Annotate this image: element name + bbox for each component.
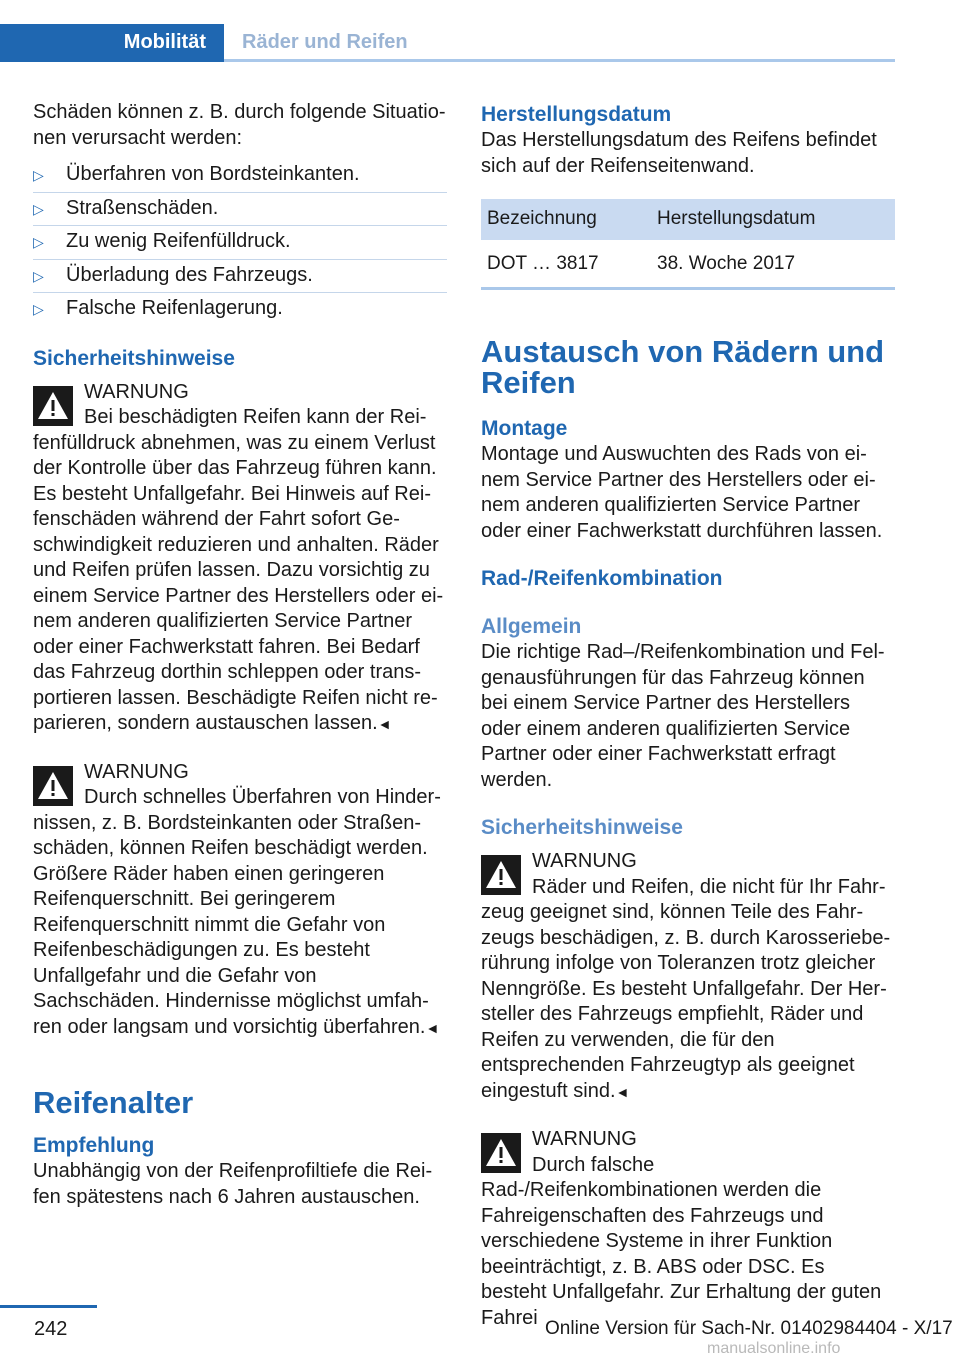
list-item: ▷ Falsche Reifenlagerung.	[33, 293, 447, 326]
list-item: ▷ Zu wenig Reifenfülldruck.	[33, 226, 447, 260]
tab-underline	[224, 59, 895, 62]
safety-heading-right: Sicherheitshinweise	[481, 816, 683, 839]
warning-block-2	[33, 760, 447, 1042]
left-column	[33, 100, 447, 1210]
manufacture-date-table	[481, 199, 895, 290]
mounting-text: Montage und Auswuchten des Rads von einem Service Partner des Herstellers oder einem anderen qualifizierten Service Partner oder einer Fachwerkstatt durchführen lassen.	[481, 443, 883, 542]
table-row	[481, 241, 895, 289]
right-column	[481, 100, 895, 1331]
safety-heading-left: Sicherheitshinweise	[33, 346, 235, 370]
general-text: Die richtige Rad–/Reifenkombination und Felgenausführungen für das Fahrzeug können bei einem Service Partner des Herstellers oder einem anderen qualifizierten Service Partner oder einer Fachwerkstatt erfragt werden.	[481, 641, 885, 791]
recommendation-text: Unabhängig von der Reifenprofiltiefe die Reifen spätestens nach 6 Jahren austauschen.	[33, 1160, 433, 1208]
warning-text: Bei beschädigten Reifen kann der Reifenfülldruck abnehmen, was zu einem Verlust der Kontrolle über das Fahrzeug führen kann. Es besteht Unfallgefahr. Bei Hinweis auf Reifenschäden während der Fahrt sofort Geschwindigkeit reduzieren und anhalten. Räder und Reifen prüfen lassen. Dazu vorsichtig zu einem Service Partner des Herstellers oder einem anderen qualifizierten Service Partner oder einer Fachwerkstatt fahren. Bei Bedarf das Fahrzeug dorthin schleppen oder transportieren lassen. Beschädigte Reifen nicht reparieren, sondern austauschen lassen.	[33, 406, 444, 734]
triangle-bullet-icon: ▷	[33, 267, 44, 284]
table-cell-date: 38. Woche 2017	[651, 241, 895, 289]
table-header-row	[481, 199, 895, 241]
warning-text: Räder und Reifen, die nicht für Ihr Fahrzeug geeignet sind, können Teile des Fahrzeugs beschädigen, z. B. durch Karosserieberührung infolge von Toleranzen trotz gleicher Nenngröße. Es besteht Unfallgefahr. Der Hersteller des Fahrzeugs empfiehlt, Räder und Reifen zu verwenden, die für den entsprechenden Fahrzeugtyp als geeignet eingestuft sind.	[481, 875, 891, 1102]
general-heading: Allgemein	[481, 615, 582, 638]
warning-triangle-icon	[33, 766, 73, 806]
warning-triangle-icon	[33, 386, 73, 426]
table-cell-designation: DOT … 3817	[481, 241, 651, 289]
exchange-heading: Austausch von Rädern und Reifen	[481, 334, 885, 400]
triangle-bullet-icon: ▷	[33, 301, 44, 317]
combination-heading: Rad-/Reifenkombination	[481, 567, 723, 590]
page-number: 242	[34, 1318, 68, 1340]
warning-text: Durch falsche Rad-/Reifenkombinationen werden die Fahreigenschaften des Fahrzeugs und verschiedene Systeme in ihrer Funktion beeinträchtigt, z. B. ABS oder DSC. Es besteht Unfallgefahr. Zur Erhaltung der guten Fahrei	[481, 1153, 882, 1329]
header-tabbar	[0, 24, 895, 62]
recommendation-heading: Empfehlung	[33, 1134, 155, 1157]
manufacture-date-heading: Herstellungsdatum	[481, 103, 672, 126]
list-item: ▷ Straßenschäden.	[33, 193, 447, 227]
watermark: manualsonline.info	[707, 1340, 841, 1357]
end-mark-icon: ◄	[425, 1019, 440, 1036]
warning-block-3	[481, 849, 895, 1105]
table-header-date: Herstellungsdatum	[651, 199, 895, 241]
tab-mobilitaet[interactable]: Mobilität	[0, 24, 224, 62]
end-mark-icon: ◄	[615, 1083, 630, 1100]
end-mark-icon: ◄	[377, 716, 392, 732]
manufacture-date-text: Das Herstellungsdatum des Reifens befindet sich auf der Reifenseitenwand.	[481, 129, 877, 177]
warning-triangle-icon	[481, 855, 521, 895]
tab-raeder-und-reifen[interactable]: Räder und Reifen	[242, 31, 408, 53]
damage-causes-list	[33, 159, 447, 326]
triangle-bullet-icon: ▷	[33, 234, 44, 250]
table-header-designation: Bezeichnung	[481, 199, 651, 241]
mounting-heading: Montage	[481, 417, 568, 440]
online-version-footer: Online Version für Sach-Nr. 01402984404 - X/17	[545, 1318, 953, 1339]
damage-intro: Schäden können z. B. durch folgende Situationen verursacht werden:	[33, 101, 446, 149]
triangle-bullet-icon: ▷	[33, 200, 44, 217]
tire-age-heading: Reifenalter	[33, 1085, 194, 1120]
warning-label: WARNUNG	[84, 380, 189, 403]
list-item: ▷ Überfahren von Bordsteinkanten.	[33, 159, 447, 193]
warning-label: WARNUNG	[84, 760, 189, 783]
page-number-rule	[0, 1305, 97, 1308]
warning-triangle-icon	[481, 1133, 521, 1173]
triangle-bullet-icon: ▷	[33, 167, 44, 183]
warning-block-4	[481, 1127, 895, 1331]
warning-label: WARNUNG	[532, 1128, 637, 1150]
warning-label: WARNUNG	[532, 850, 637, 872]
list-item: ▷ Überladung des Fahrzeugs.	[33, 260, 447, 294]
warning-block-1	[33, 380, 447, 738]
warning-text: Durch schnelles Überfahren von Hindernissen, z. B. Bordsteinkanten oder Straßenschäden, können Reifen beschädigt werden. Größere Räder haben einen geringeren Reifenquerschnitt. Bei geringerem Reifenquerschnitt nimmt die Gefahr von Reifenbeschädigungen zu. Es besteht Unfallgefahr und die Gefahr von Sachschäden. Hindernisse möglichst umfahren oder langsam und vorsichtig überfahren.	[33, 786, 441, 1038]
